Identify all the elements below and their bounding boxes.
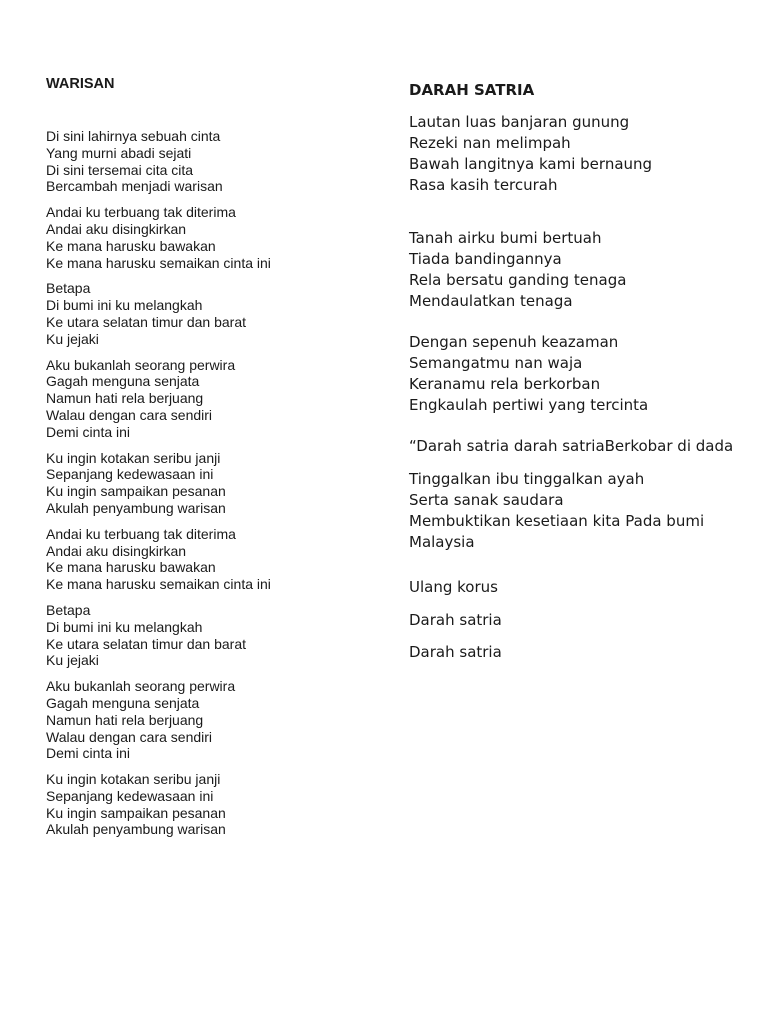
lyric-line: Namun hati rela berjuang: [46, 390, 204, 407]
lyric-line: Demi cinta ini: [46, 423, 131, 440]
lyric-line: Lautan luas banjaran gunung: [409, 113, 630, 131]
stanza: [46, 128, 366, 195]
lyric-line: Darah satria: [409, 611, 502, 629]
lyric-line: Di bumi ini ku melangkah: [46, 618, 203, 635]
lyric-line: Ku ingin kotakan seribu janji: [46, 771, 221, 788]
stanza: [409, 642, 749, 663]
stanza: [409, 610, 749, 631]
lyric-line: Akulah penyambung warisan: [46, 821, 226, 838]
lyric-line: Rezeki nan melimpah: [409, 134, 571, 152]
stanza: [46, 280, 366, 347]
lyric-line: Ku ingin kotakan seribu janji: [46, 449, 221, 466]
lyric-line: Ke utara selatan timur dan barat: [46, 313, 247, 330]
lyric-line: Ulang korus: [409, 578, 498, 596]
stanza: [409, 112, 749, 196]
lyric-line: Di sini tersemai cita cita: [46, 161, 194, 178]
stanza: [46, 602, 366, 669]
stanza: [46, 357, 366, 441]
lyric-line: Ke mana harusku semaikan cinta ini: [46, 576, 271, 593]
lyric-line: Membuktikan kesetiaan kita Pada bumi: [409, 512, 705, 530]
poem-darah-satria: [409, 80, 749, 663]
lyric-line: Betapa: [46, 601, 91, 618]
lyric-line: Demi cinta ini: [46, 745, 131, 762]
stanza: [409, 436, 749, 457]
lyric-line: Di sini lahirnya sebuah cinta: [46, 128, 221, 144]
stanza: [409, 332, 749, 416]
poem-title: WARISAN: [46, 76, 115, 92]
poem-body: [46, 128, 366, 838]
lyric-line: Andai ku terbuang tak diterima: [46, 525, 236, 542]
lyric-line: Aku bukanlah seorang perwira: [46, 678, 236, 695]
lyric-line: Malaysia: [409, 533, 475, 551]
lyric-line: Keranamu rela berkorban: [409, 375, 601, 393]
lyric-line: Rela bersatu ganding tenaga: [409, 271, 627, 289]
lyric-line: Andai aku disingkirkan: [46, 220, 187, 237]
lyric-line: Yang murni abadi sejati: [46, 144, 192, 161]
lyric-line: Ku jejaki: [46, 330, 99, 347]
lyric-line: “Darah satria darah satriaBerkobar di dada: [409, 437, 734, 455]
stanza: [409, 228, 749, 312]
lyric-line: Betapa: [46, 280, 91, 297]
lyric-line: Darah satria: [409, 643, 502, 661]
lyric-line: Akulah penyambung warisan: [46, 499, 226, 516]
lyric-line: Namun hati rela berjuang: [46, 711, 204, 728]
lyric-line: Aku bukanlah seorang perwira: [46, 356, 236, 373]
lyric-line: Rasa kasih tercurah: [409, 176, 558, 194]
poem-title: DARAH SATRIA: [409, 81, 535, 99]
lyric-line: Andai ku terbuang tak diterima: [46, 204, 236, 221]
lyric-line: Gagah menguna senjata: [46, 373, 200, 390]
lyric-line: Serta sanak saudara: [409, 491, 564, 509]
stanza: [409, 469, 749, 553]
lyric-line: Ku ingin sampaikan pesanan: [46, 483, 226, 500]
lyric-line: Sepanjang kedewasaan ini: [46, 787, 214, 804]
lyric-line: Ke mana harusku semaikan cinta ini: [46, 254, 271, 271]
lyric-line: Bawah langitnya kami bernaung: [409, 155, 653, 173]
stanza: [46, 450, 366, 517]
lyric-line: Walau dengan cara sendiri: [46, 728, 213, 745]
stanza: [409, 577, 749, 598]
lyric-line: Andai aku disingkirkan: [46, 542, 187, 559]
stanza: [46, 678, 366, 762]
lyric-line: Sepanjang kedewasaan ini: [46, 466, 214, 483]
lyric-line: Tinggalkan ibu tinggalkan ayah: [409, 470, 645, 488]
poem-body: [409, 112, 749, 663]
lyric-line: Gagah menguna senjata: [46, 694, 200, 711]
lyric-line: Walau dengan cara sendiri: [46, 406, 213, 423]
lyric-line: Ke mana harusku bawakan: [46, 559, 216, 576]
lyric-line: Engkaulah pertiwi yang tercinta: [409, 396, 649, 414]
lyric-line: Ke mana harusku bawakan: [46, 237, 216, 254]
lyric-line: Mendaulatkan tenaga: [409, 292, 573, 310]
lyric-line: Ku ingin sampaikan pesanan: [46, 804, 226, 821]
lyric-line: Tiada bandingannya: [409, 250, 562, 268]
stanza: [46, 771, 366, 838]
poem-warisan: [46, 74, 366, 847]
lyric-line: Di bumi ini ku melangkah: [46, 297, 203, 314]
stanza: [46, 204, 366, 271]
stanza: [46, 526, 366, 593]
lyric-line: Semangatmu nan waja: [409, 354, 583, 372]
lyric-line: Dengan sepenuh keazaman: [409, 333, 619, 351]
lyric-line: Bercambah menjadi warisan: [46, 178, 223, 195]
lyric-line: Ku jejaki: [46, 652, 99, 669]
lyric-line: Ke utara selatan timur dan barat: [46, 635, 247, 652]
lyric-line: Tanah airku bumi bertuah: [409, 229, 602, 247]
